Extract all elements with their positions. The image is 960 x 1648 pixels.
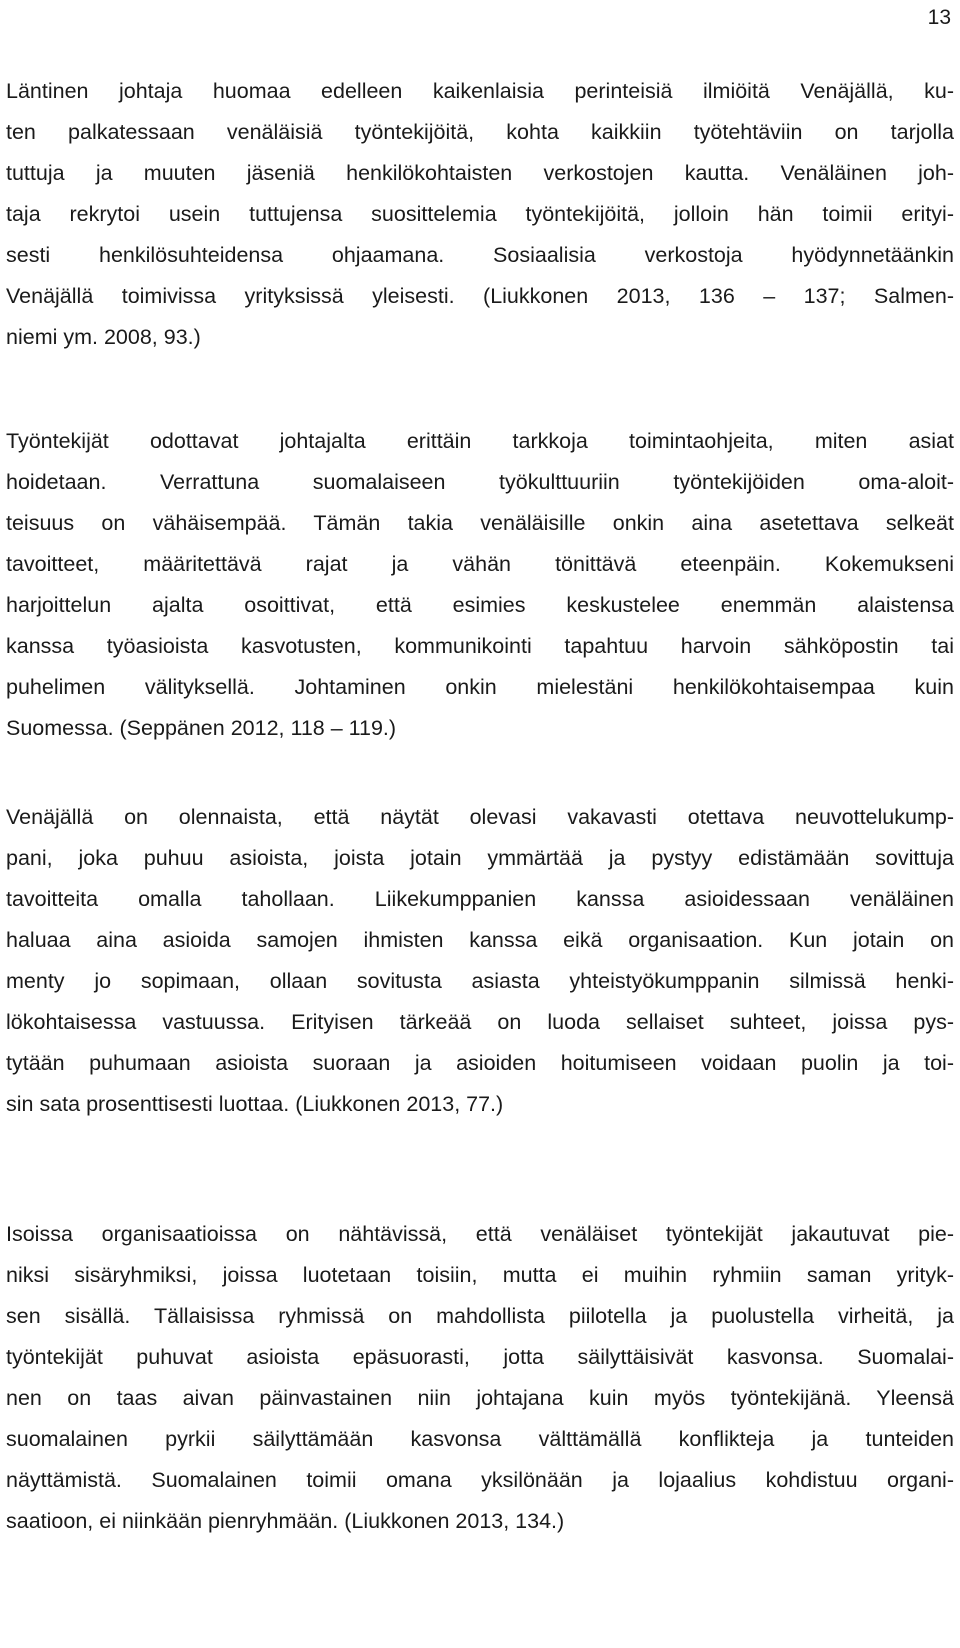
text-line: näyttämistä. Suomalainen toimii omana yksilönään ja lojaalius kohdistuu organi-: [6, 1468, 954, 1492]
text-line: harjoittelun ajalta osoittivat, että esimies keskustelee enemmän alaistensa: [6, 593, 954, 617]
text-line: Työntekijät odottavat johtajalta erittäin tarkkoja toimintaohjeita, miten asiat: [6, 429, 954, 453]
text-line: suomalainen pyrkii säilyttämään kasvonsa välttämällä konflikteja ja tunteiden: [6, 1427, 954, 1451]
text-line: ten palkatessaan venäläisiä työntekijöitä, kohta kaikkiin työtehtäviin on tarjolla: [6, 120, 954, 144]
text-line: kanssa työasioista kasvotusten, kommunikointi tapahtuu harvoin sähköpostin tai: [6, 634, 954, 658]
text-line: tuttuja ja muuten jäseniä henkilökohtaisten verkostojen kautta. Venäläinen joh-: [6, 161, 954, 185]
text-line: sesti henkilösuhteidensa ohjaamana. Sosiaalisia verkostoja hyödynnetäänkin: [6, 243, 954, 267]
text-line: hoidetaan. Verrattuna suomalaiseen työkulttuuriin työntekijöiden oma-aloit-: [6, 470, 954, 494]
text-line: tytään puhumaan asioista suoraan ja asioiden hoitumiseen voidaan puolin ja toi-: [6, 1051, 954, 1075]
text-line: tavoitteita omalla tahollaan. Liikekumppanien kanssa asioidessaan venäläinen: [6, 887, 954, 911]
text-line: niemi ym. 2008, 93.): [6, 325, 201, 349]
paragraph-1: [6, 71, 954, 358]
text-line: nen on taas aivan päinvastainen niin johtajana kuin myös työntekijänä. Yleensä: [6, 1386, 954, 1410]
text-line: työntekijät puhuvat asioista epäsuorasti, jotta säilyttäisivät kasvonsa. Suomalai-: [6, 1345, 954, 1369]
text-line: Läntinen johtaja huomaa edelleen kaikenlaisia perinteisiä ilmiöitä Venäjällä, ku-: [6, 79, 954, 103]
text-line: tavoitteet, määritettävä rajat ja vähän tönittävä eteenpäin. Kokemukseni: [6, 552, 954, 576]
paragraph-3: [6, 797, 954, 1125]
text-line: pani, joka puhuu asioista, joista jotain ymmärtää ja pystyy edistämään sovittuja: [6, 846, 954, 870]
text-line: saatioon, ei niinkään pienryhmään. (Liukkonen 2013, 134.): [6, 1509, 565, 1533]
text-line: lökohtaisessa vastuussa. Erityisen tärkeää on luoda sellaiset suhteet, joissa pys-: [6, 1010, 954, 1034]
text-line: Isoissa organisaatioissa on nähtävissä, että venäläiset työntekijät jakautuvat pie-: [6, 1222, 954, 1246]
text-line: puhelimen välityksellä. Johtaminen onkin mielestäni henkilökohtaisempaa kuin: [6, 675, 954, 699]
text-line: sen sisällä. Tällaisissa ryhmissä on mahdollista piilotella ja puolustella virheitä, ja: [6, 1304, 954, 1328]
paragraph-2: [6, 421, 954, 749]
page-number: 13: [927, 6, 951, 29]
paragraph-4: [6, 1214, 954, 1542]
text-line: Suomessa. (Seppänen 2012, 118 – 119.): [6, 716, 397, 740]
text-line: taja rekrytoi usein tuttujensa suosittelemia työntekijöitä, jolloin hän toimii erityi-: [6, 202, 954, 226]
text-line: menty jo sopimaan, ollaan sovitusta asiasta yhteistyökumppanin silmissä henki-: [6, 969, 954, 993]
text-line: sin sata prosenttisesti luottaa. (Liukkonen 2013, 77.): [6, 1092, 504, 1116]
text-line: Venäjällä toimivissa yrityksissä yleisesti. (Liukkonen 2013, 136 – 137; Salmen-: [6, 284, 954, 308]
text-line: haluaa aina asioida samojen ihmisten kanssa eikä organisaation. Kun jotain on: [6, 928, 954, 952]
text-line: niksi sisäryhmiksi, joissa luotetaan toisiin, mutta ei muihin ryhmiin saman yrityk-: [6, 1263, 954, 1287]
text-line: Venäjällä on olennaista, että näytät olevasi vakavasti otettava neuvottelukump-: [6, 805, 954, 829]
text-line: teisuus on vähäisempää. Tämän takia venäläisille onkin aina asetettava selkeät: [6, 511, 954, 535]
